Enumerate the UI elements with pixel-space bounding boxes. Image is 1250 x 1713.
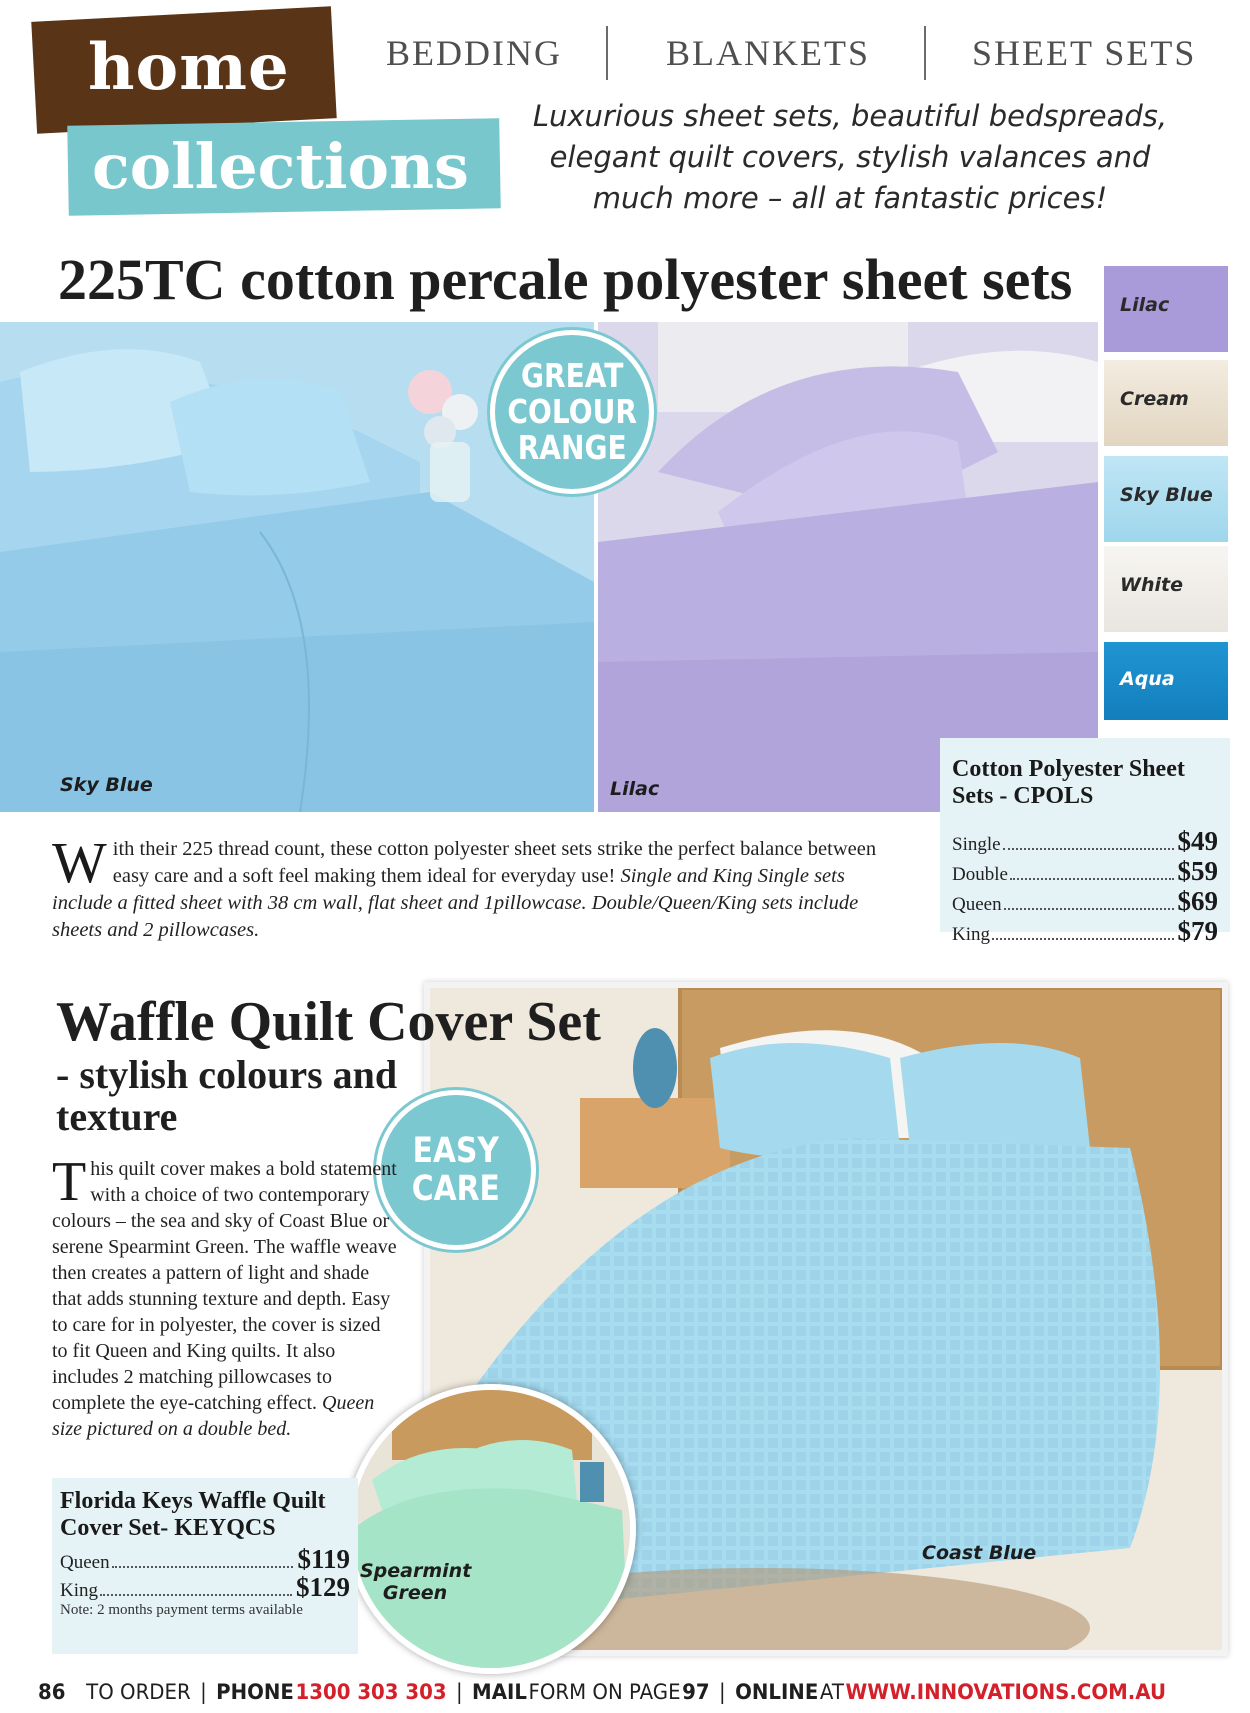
- size-label: Queen: [60, 1552, 110, 1573]
- website-link[interactable]: WWW.INNOVATIONS.COM.AU: [845, 1680, 1166, 1704]
- mail-text: FORM ON PAGE: [528, 1680, 681, 1704]
- waffle-quilt-price-box: [52, 1478, 358, 1654]
- payment-terms-note: Note: 2 months payment terms available: [60, 1602, 303, 1618]
- price-value: $79: [1177, 916, 1218, 946]
- category-nav: [340, 26, 1240, 86]
- to-order-label: TO ORDER: [86, 1680, 191, 1704]
- badge-line: CARE: [411, 1169, 501, 1209]
- logo-collections-text: collections: [92, 130, 469, 203]
- size-label: Double: [952, 864, 1008, 885]
- mail-page-number: 97: [682, 1680, 710, 1704]
- leader-dots: [1010, 878, 1174, 880]
- size-label: Single: [952, 834, 1001, 855]
- swatch-label: White: [1120, 574, 1183, 596]
- swatch-sky-blue[interactable]: [1104, 456, 1228, 542]
- price-value: $49: [1177, 826, 1218, 856]
- price-value: $129: [296, 1572, 350, 1602]
- price-value: $119: [297, 1544, 350, 1574]
- nav-item-sheet-sets[interactable]: SHEET SETS: [972, 33, 1197, 73]
- size-label: Queen: [952, 894, 1002, 915]
- great-colour-range-badge: [490, 330, 654, 494]
- nav-separator: [924, 26, 926, 80]
- swatch-label: Lilac: [1120, 294, 1170, 316]
- swatch-white[interactable]: [1104, 546, 1228, 632]
- footer-separator: |: [200, 1680, 207, 1704]
- spearmint-bed-illustration: [352, 1390, 630, 1668]
- price-value: $69: [1177, 886, 1218, 916]
- footer-separator: |: [719, 1680, 726, 1704]
- nav-item-bedding[interactable]: BEDDING: [386, 33, 562, 73]
- lilac-photo-label: Lilac: [610, 778, 660, 800]
- swatch-cream[interactable]: [1104, 360, 1228, 446]
- price-row-king: [952, 916, 1218, 946]
- leader-dots: [100, 1594, 292, 1596]
- drop-cap: W: [52, 830, 107, 895]
- footer-separator: |: [456, 1680, 463, 1704]
- nav-item-blankets[interactable]: BLANKETS: [666, 33, 870, 73]
- size-label: King: [952, 924, 990, 945]
- leader-dots: [992, 938, 1174, 940]
- swatch-label: Aqua: [1120, 668, 1175, 690]
- description-italic: Single and King Single sets include a fitted sheet with 38 cm wall, flat sheet and 1pillowcase. Double/Queen/King sets include sheets and 2 pillowcases.: [52, 865, 859, 941]
- badge-line: EASY: [412, 1131, 500, 1171]
- phone-number[interactable]: 1300 303 303: [295, 1680, 447, 1704]
- swatch-label: Cream: [1120, 388, 1189, 410]
- waffle-quilt-title: Waffle Quilt Cover Set: [56, 991, 601, 1053]
- badge-line: RANGE: [517, 428, 627, 467]
- swatch-label: Sky Blue: [1120, 484, 1213, 506]
- price-row-single: [952, 826, 1218, 856]
- description-text: his quilt cover makes a bold statement with a choice of two contemporary colours – the sea and sky of Coast Blue or serene Spearmint Green. The waffle weave then creates a pattern of light and shade that adds stunning texture and depth. Easy to care for in polyester, the cover is sized to fit Queen and King quilts. It also includes 2 matching pillowcases to complete the eye-catching effect.: [52, 1158, 397, 1414]
- price-row-queen: [60, 1544, 350, 1572]
- size-label: King: [60, 1580, 98, 1601]
- sheet-sets-description: [52, 830, 886, 944]
- mail-label: MAIL: [472, 1680, 527, 1704]
- waffle-quilt-subtitle: - stylish colours and texture: [56, 1052, 398, 1139]
- price-row-queen: [952, 886, 1218, 916]
- drop-cap: T: [52, 1151, 87, 1213]
- swatch-aqua[interactable]: [1104, 642, 1228, 720]
- waffle-quilt-description: [52, 1151, 400, 1442]
- label-line: Green: [382, 1582, 448, 1604]
- label-line: Spearmint: [360, 1560, 472, 1582]
- page-number: 86: [38, 1680, 66, 1704]
- description-text: ith their 225 thread count, these cotton polyester sheet sets strike the perfect balance between easy care and a soft feel making them ideal for everyday use!: [112, 838, 877, 887]
- price-row-double: [952, 856, 1218, 886]
- phone-label: PHONE: [216, 1680, 294, 1704]
- spearmint-photo-label: [360, 1560, 470, 1604]
- spearmint-green-inset-photo: [346, 1384, 636, 1674]
- sheet-sets-title: 225TC cotton percale polyester sheet sets: [58, 247, 1073, 312]
- sky-blue-photo-label: Sky Blue: [60, 774, 153, 796]
- leader-dots: [112, 1566, 294, 1568]
- price-box-title: Cotton Polyester Sheet Sets - CPOLS: [952, 756, 1185, 809]
- nav-separator: [606, 26, 608, 80]
- easy-care-badge: [376, 1090, 536, 1250]
- tagline: Luxurious sheet sets, beautiful bedspreads, elegant quilt covers, stylish valances and much more – all at fantastic prices!: [532, 99, 1168, 215]
- online-at-text: AT: [819, 1680, 844, 1704]
- coast-blue-photo-label: Coast Blue: [922, 1542, 1037, 1564]
- order-footer: [38, 1680, 1166, 1710]
- leader-dots: [1003, 848, 1174, 850]
- logo-home-text: home: [88, 30, 290, 105]
- sheet-sets-price-box: [940, 738, 1230, 946]
- leader-dots: [1004, 908, 1174, 910]
- badge-line: COLOUR: [507, 392, 637, 431]
- online-label: ONLINE: [735, 1680, 819, 1704]
- description-italic: Queen size pictured on a double bed.: [52, 1392, 375, 1440]
- price-value: $59: [1177, 856, 1218, 886]
- price-row-king: [60, 1572, 350, 1600]
- swatch-lilac[interactable]: [1104, 266, 1228, 352]
- badge-line: GREAT: [520, 356, 624, 395]
- price-box-title: Florida Keys Waffle Quilt Cover Set- KEYQCS: [60, 1488, 326, 1541]
